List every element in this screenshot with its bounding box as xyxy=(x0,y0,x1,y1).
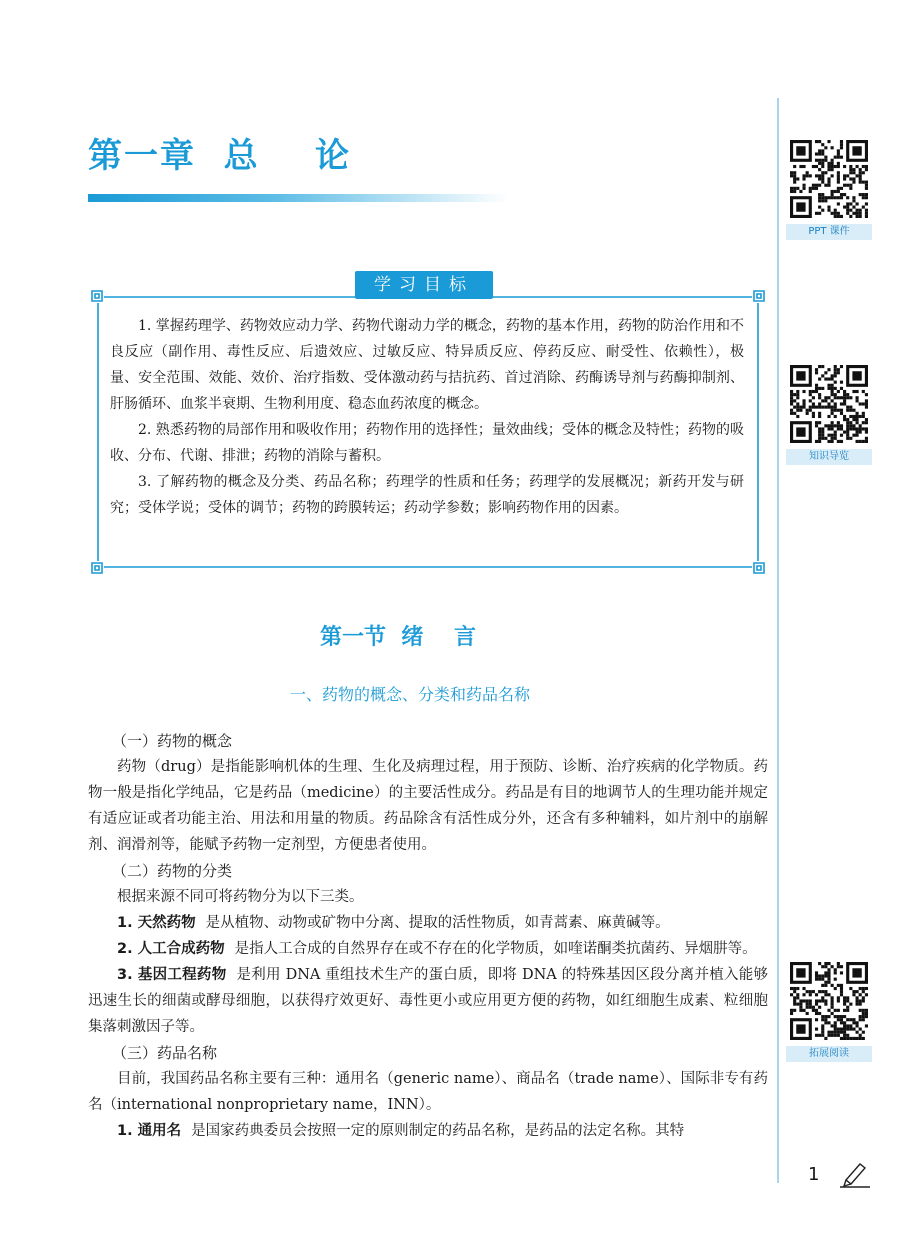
term: 2. 人工合成药物 xyxy=(117,941,225,957)
paragraph: 目前，我国药品名称主要有三种：通用名（generic name）、商品名（trade name）、国际非专有药名（international nonproprietary name，INN）。 xyxy=(88,1071,768,1113)
qr-block-guide[interactable] xyxy=(786,365,872,465)
heading-drug-names: （三）药品名称 xyxy=(112,1044,218,1062)
chapter-title: 第一章 总 论 xyxy=(88,136,352,176)
chapter-title-bar xyxy=(88,194,508,202)
learning-objectives-box xyxy=(90,275,766,575)
term-definition: 是从植物、动物或矿物中分离、提取的活性物质，如青蒿素、麻黄碱等。 xyxy=(205,915,670,931)
qr-block-reading[interactable] xyxy=(786,962,872,1062)
qr-caption: 知识导览 xyxy=(786,449,872,465)
term-definition: 是指人工合成的自然界存在或不存在的化学物质，如喹诺酮类抗菌药、异烟肼等。 xyxy=(234,941,757,957)
objective-item: 2. 熟悉药物的局部作用和吸收作用；药物作用的选择性；量效曲线；受体的概念及特性；药物的吸收、分布、代谢、排泄；药物的消除与蓄积。 xyxy=(110,422,744,464)
term-definition: 是利用 DNA 重组技术生产的蛋白质，即将 DNA 的特殊基因区段分离并植入能够迅速生长的细菌或酵母细胞，以获得疗效更好、毒性更小或应用更方便的药物，如红细胞生成素、粒细胞集落刺激因子等。 xyxy=(88,967,768,1035)
heading-drug-classification: （二）药物的分类 xyxy=(112,862,233,880)
objective-item: 1. 掌握药理学、药物效应动力学、药物代谢动力学的概念，药物的基本作用，药物的防治作用和不良反应（副作用、毒性反应、后遗效应、过敏反应、特异质反应、停药反应、耐受性、依赖性），极量、安全范围、效能、效价、治疗指数、受体激动药与拮抗药、首过消除、药酶诱导剂与药酶抑制剂、肝肠循环、血浆半衰期、生物利用度、稳态血药浓度的概念。 xyxy=(110,318,744,412)
subsection-title: 一、药物的概念、分类和药品名称 xyxy=(290,685,531,704)
objective-item: 3. 了解药物的概念及分类、药品名称；药理学的性质和任务；药理学的发展概况；新药开发与研究；受体学说；受体的调节；药物的跨膜转运；药动学参数；影响药物作用的因素。 xyxy=(110,474,744,516)
term: 1. 通用名 xyxy=(117,1123,182,1139)
list-item xyxy=(88,1118,768,1144)
term: 3. 基因工程药物 xyxy=(117,967,227,983)
paragraph: 根据来源不同可将药物分为以下三类。 xyxy=(117,889,364,905)
objectives-badge: 学习目标 xyxy=(355,271,493,299)
qr-code-icon[interactable] xyxy=(790,962,868,1040)
qr-code-icon[interactable] xyxy=(790,140,868,218)
qr-code-icon[interactable] xyxy=(790,365,868,443)
margin-rule xyxy=(777,98,779,1183)
pen-icon xyxy=(838,1160,872,1188)
body-text xyxy=(88,728,768,1144)
qr-caption: 拓展阅读 xyxy=(786,1046,872,1062)
term-definition: 是国家药典委员会按照一定的原则制定的药品名称，是药品的法定名称。其特 xyxy=(191,1123,685,1139)
qr-caption: PPT 课件 xyxy=(786,224,872,240)
term: 1. 天然药物 xyxy=(117,915,196,931)
paragraph: 药物（drug）是指能影响机体的生理、生化及病理过程，用于预防、诊断、治疗疾病的化学物质。药物一般是指化学纯品，它是药品（medicine）的主要活性成分。药品是有目的地调节人的生理功能并规定有适应证或者功能主治、用法和用量的物质。药品除含有活性成分外，还含有多种辅料，如片剂中的崩解剂、润滑剂等，能赋予药物一定剂型，方便患者使用。 xyxy=(88,759,768,853)
qr-block-ppt[interactable] xyxy=(786,140,872,240)
heading-drug-concept: （一）药物的概念 xyxy=(112,732,233,750)
list-item xyxy=(88,962,768,1040)
list-item xyxy=(88,910,768,936)
list-item xyxy=(88,936,768,962)
page-number: 1 xyxy=(808,1164,820,1185)
section-title: 第一节 绪 言 xyxy=(320,625,476,650)
